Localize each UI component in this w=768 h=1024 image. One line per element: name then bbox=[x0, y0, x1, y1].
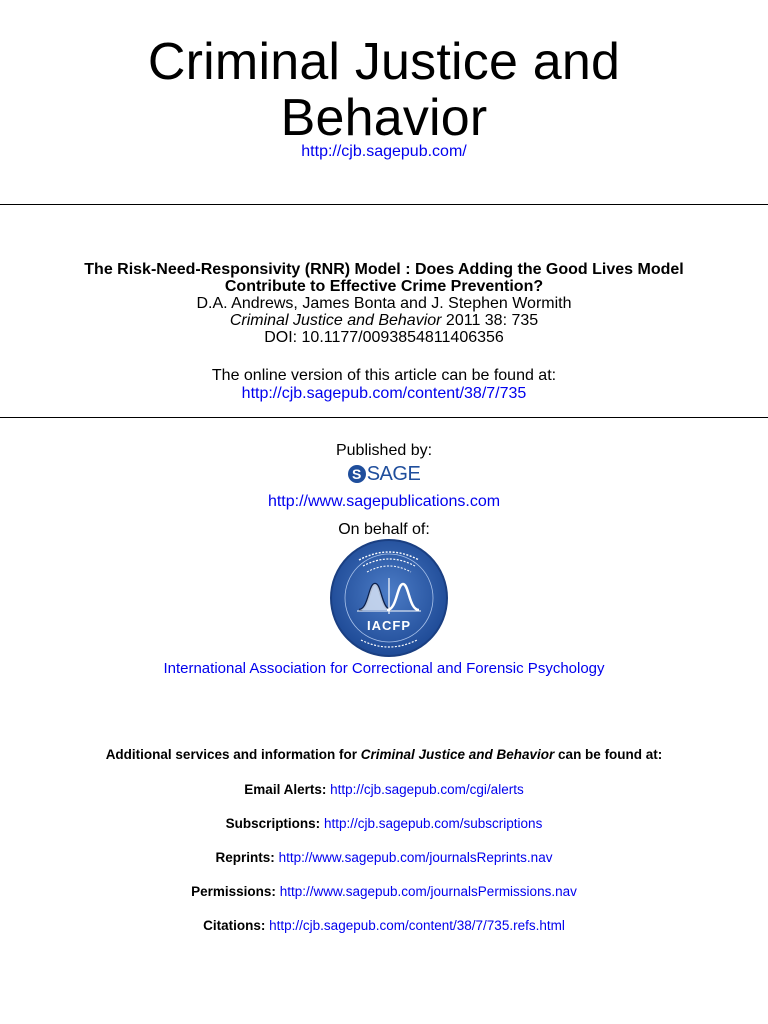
article-citation bbox=[0, 312, 768, 329]
service-link[interactable]: http://www.sagepub.com/journalsPermissions.nav bbox=[279, 884, 577, 899]
journal-title bbox=[0, 34, 768, 146]
iacfp-seal-initials: IACFP bbox=[367, 618, 411, 633]
service-label: Citations: bbox=[203, 918, 266, 933]
published-by-label: Published by: bbox=[335, 442, 433, 459]
article-authors: D.A. Andrews, James Bonta and J. Stephen Wormith bbox=[196, 295, 572, 312]
behalf-block bbox=[0, 521, 768, 539]
journal-url-link[interactable]: http://cjb.sagepub.com/ bbox=[301, 143, 467, 160]
journal-title-line1: Criminal Justice and bbox=[147, 33, 621, 91]
service-label: Subscriptions: bbox=[225, 816, 321, 831]
article-doi: DOI: 10.1177/0093854811406356 bbox=[264, 329, 504, 346]
article-citation-text: 2011 38: 735 bbox=[441, 312, 539, 329]
services-heading-journal: Criminal Justice and Behavior bbox=[360, 747, 555, 762]
service-label: Reprints: bbox=[215, 850, 275, 865]
iacfp-seal bbox=[329, 538, 449, 658]
services-heading bbox=[0, 747, 768, 763]
association-name-wrap bbox=[0, 660, 768, 678]
services-heading-prefix: Additional services and information for bbox=[105, 747, 361, 762]
publisher-url-link[interactable]: http://www.sagepublications.com bbox=[267, 493, 501, 510]
on-behalf-label: On behalf of: bbox=[338, 521, 430, 538]
article-title-line2: Contribute to Effective Crime Prevention? bbox=[224, 278, 544, 295]
services-heading-suffix: can be found at: bbox=[554, 747, 663, 762]
journal-url-wrap bbox=[0, 142, 768, 162]
iacfp-seal-icon bbox=[329, 538, 449, 658]
divider-bottom bbox=[0, 417, 768, 418]
publisher-block bbox=[0, 442, 768, 511]
service-subscriptions bbox=[0, 816, 768, 832]
sage-logo-icon: S bbox=[348, 465, 366, 483]
service-link[interactable]: http://www.sagepub.com/journalsReprints.nav bbox=[278, 850, 553, 865]
association-name-link[interactable]: International Association for Correctional and Forensic Psychology bbox=[163, 660, 605, 677]
service-link[interactable]: http://cjb.sagepub.com/cgi/alerts bbox=[330, 782, 524, 797]
service-reprints bbox=[0, 850, 768, 866]
service-email-alerts bbox=[0, 782, 768, 798]
online-version-link[interactable]: http://cjb.sagepub.com/content/38/7/735 bbox=[241, 385, 527, 402]
article-info bbox=[0, 261, 768, 346]
online-version-label: The online version of this article can be found at: bbox=[211, 367, 557, 384]
article-title-line1: The Risk-Need-Responsivity (RNR) Model : Does Adding the Good Lives Model bbox=[84, 261, 684, 278]
online-version bbox=[0, 367, 768, 403]
service-link[interactable]: http://cjb.sagepub.com/subscriptions bbox=[323, 816, 543, 831]
service-label: Email Alerts: bbox=[244, 782, 327, 797]
service-citations bbox=[0, 918, 768, 934]
sage-logo-word: SAGE bbox=[366, 463, 421, 485]
divider-top bbox=[0, 204, 768, 205]
article-journal-name: Criminal Justice and Behavior bbox=[229, 312, 442, 329]
sage-logo bbox=[348, 463, 421, 485]
service-permissions bbox=[0, 884, 768, 900]
journal-title-line2: Behavior bbox=[280, 89, 488, 147]
service-label: Permissions: bbox=[191, 884, 276, 899]
service-link[interactable]: http://cjb.sagepub.com/content/38/7/735.refs.html bbox=[269, 918, 565, 933]
